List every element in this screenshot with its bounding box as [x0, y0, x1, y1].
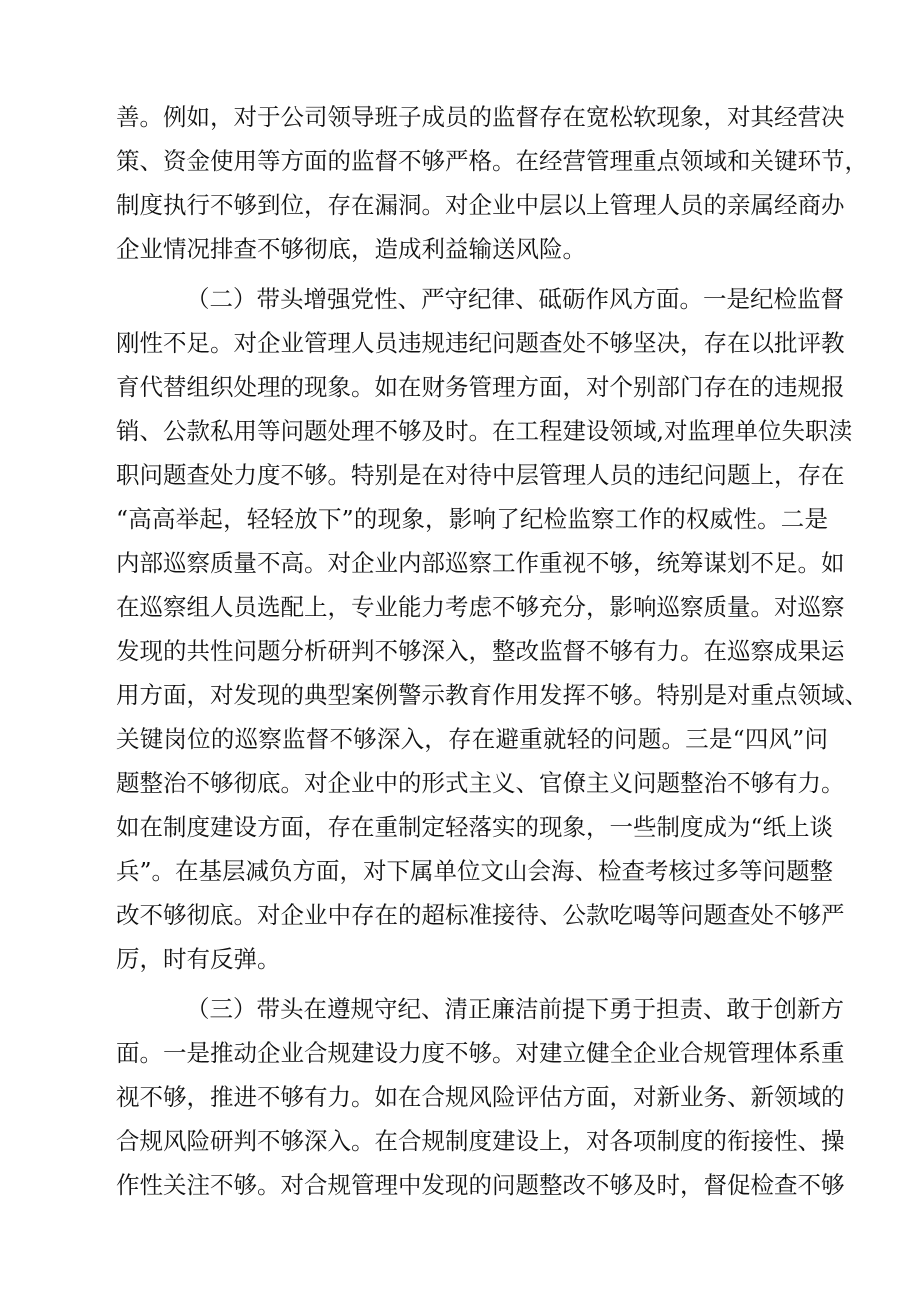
text-line: （三）带头在遵规守纪、清正廉洁前提下勇于担责、敢于创新方: [186, 995, 844, 1023]
text-line: 题整治不够彻底。对企业中的形式主义、官僚主义问题整治不够有力。: [116, 769, 845, 797]
text-line: 刚性不足。对企业管理人员违规违纪问题查处不够坚决，存在以批评教: [116, 329, 845, 357]
text-line: 合规风险研判不够深入。在合规制度建设上，对各项制度的衔接性、操: [116, 1127, 845, 1155]
text-line: 面。一是推动企业合规建设力度不够。对建立健全企业合规管理体系重: [116, 1039, 845, 1067]
text-line: 销、公款私用等问题处理不够及时。在工程建设领域,对监理单位失职渎: [116, 417, 852, 445]
text-line: 内部巡察质量不高。对企业内部巡察工作重视不够，统筹谋划不足。如: [116, 549, 845, 577]
text-line: 用方面，对发现的典型案例警示教育作用发挥不够。特别是对重点领域、: [116, 681, 868, 709]
text-line: 厉，时有反弹。: [116, 945, 281, 973]
text-line: 职问题查处力度不够。特别是在对待中层管理人员的违纪问题上，存在: [116, 461, 845, 489]
text-line: 发现的共性问题分析研判不够深入，整改监督不够有力。在巡察成果运: [116, 637, 845, 665]
text-line: 企业情况排查不够彻底，造成利益输送风险。: [116, 235, 586, 263]
text-line: 育代替组织处理的现象。如在财务管理方面，对个别部门存在的违规报: [116, 373, 845, 401]
text-line: 作性关注不够。对合规管理中发现的问题整改不够及时，督促检查不够: [116, 1171, 845, 1199]
text-line: 在巡察组人员选配上，专业能力考虑不够充分，影响巡察质量。对巡察: [116, 593, 845, 621]
text-line: 视不够，推进不够有力。如在合规风险评估方面，对新业务、新领域的: [116, 1083, 845, 1111]
text-line: （二）带头增强党性、严守纪律、砥砺作风方面。一是纪检监督: [186, 285, 844, 313]
text-line: 改不够彻底。对企业中存在的超标准接待、公款吃喝等问题查处不够严: [116, 901, 845, 929]
text-line: 善。例如，对于公司领导班子成员的监督存在宽松软现象，对其经营决: [116, 103, 845, 131]
text-line: 兵”。在基层减负方面，对下属单位文山会海、检查考核过多等问题整: [116, 857, 834, 885]
text-line: 如在制度建设方面，存在重制定轻落实的现象，一些制度成为“纸上谈: [116, 813, 834, 841]
text-line: 关键岗位的巡察监督不够深入，存在避重就轻的问题。三是“四风”问: [116, 725, 828, 753]
text-line: “高高举起，轻轻放下”的现象，影响了纪检监察工作的权威性。二是: [116, 505, 828, 533]
text-line: 制度执行不够到位，存在漏洞。对企业中层以上管理人员的亲属经商办: [116, 191, 845, 219]
text-line: 策、资金使用等方面的监督不够严格。在经营管理重点领域和关键环节，: [116, 147, 868, 175]
